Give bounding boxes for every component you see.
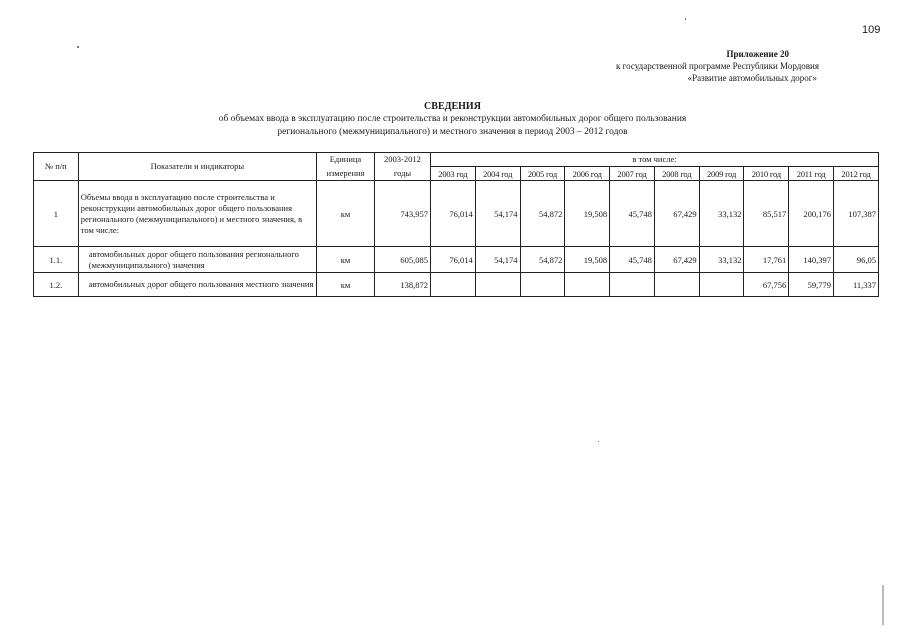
- row-value: 19,508: [565, 247, 610, 273]
- table-row: [34, 273, 879, 297]
- row-value: 45,748: [610, 181, 655, 247]
- header-year: 2008 год: [654, 167, 699, 181]
- header-year: 2010 год: [744, 167, 789, 181]
- row-value: 33,132: [699, 247, 744, 273]
- row-name: Объемы ввода в эксплуатацию после строительства и реконструкции автомобильных дорог общего пользования регионального (межмуниципального) и местного значения, в том числе:: [78, 181, 316, 247]
- row-value: 54,872: [520, 181, 565, 247]
- header-year: 2006 год: [565, 167, 610, 181]
- row-value: [520, 273, 565, 297]
- row-value: [430, 273, 475, 297]
- header-year: 2011 год: [789, 167, 834, 181]
- row-unit: км: [316, 181, 374, 247]
- row-unit: км: [316, 247, 374, 273]
- row-name: автомобильных дорог общего пользования местного значения: [78, 273, 316, 297]
- row-unit: км: [316, 273, 374, 297]
- row-total: 743,957: [374, 181, 430, 247]
- header-unit-top: Единица: [316, 153, 374, 167]
- scan-speck: [598, 441, 599, 442]
- document-subtitle-2: регионального (межмуниципального) и местного значения в период 2003 – 2012 годов: [277, 127, 628, 137]
- scan-speck: [882, 585, 884, 625]
- appendix-program-name: «Развитие автомобильных дорог»: [687, 73, 817, 83]
- row-value: 67,429: [654, 247, 699, 273]
- scan-speck: [685, 18, 686, 20]
- document-subtitle-1: об объемах ввода в эксплуатацию после строительства и реконструкции автомобильных дорог общего пользования: [218, 114, 687, 124]
- row-value: 11,337: [834, 273, 879, 297]
- row-value: 19,508: [565, 181, 610, 247]
- row-value: 76,014: [430, 247, 475, 273]
- row-value: 54,872: [520, 247, 565, 273]
- row-value: 54,174: [475, 181, 520, 247]
- header-including: в том числе:: [430, 153, 878, 167]
- row-value: 96,05: [834, 247, 879, 273]
- row-value: 67,756: [744, 273, 789, 297]
- row-num: 1.2.: [34, 273, 79, 297]
- row-value: [565, 273, 610, 297]
- row-value: 33,132: [699, 181, 744, 247]
- row-value: [699, 273, 744, 297]
- row-total: 605,085: [374, 247, 430, 273]
- row-num: 1: [34, 181, 79, 247]
- row-total: 138,872: [374, 273, 430, 297]
- header-year: 2005 год: [520, 167, 565, 181]
- row-num: 1.1.: [34, 247, 79, 273]
- row-value: 17,761: [744, 247, 789, 273]
- appendix-title: Приложение 20: [726, 49, 789, 59]
- row-value: [654, 273, 699, 297]
- table-row: [34, 247, 879, 273]
- row-value: [610, 273, 655, 297]
- header-num: № п/п: [34, 153, 79, 181]
- scan-speck: [77, 46, 79, 48]
- appendix-program: к государственной программе Республики Мордовия: [616, 61, 819, 71]
- table-row: [34, 181, 879, 247]
- row-value: 76,014: [430, 181, 475, 247]
- row-value: 67,429: [654, 181, 699, 247]
- header-year: 2003 год: [430, 167, 475, 181]
- header-period-bottom: годы: [374, 167, 430, 181]
- document-heading: [0, 100, 905, 139]
- page-number: 109: [862, 24, 881, 36]
- header-year: 2004 год: [475, 167, 520, 181]
- row-value: 59,779: [789, 273, 834, 297]
- document-title: СВЕДЕНИЯ: [424, 101, 481, 112]
- header-unit-bottom: измерения: [316, 167, 374, 181]
- data-table: [33, 152, 879, 297]
- header-year: 2007 год: [610, 167, 655, 181]
- row-value: 85,517: [744, 181, 789, 247]
- row-value: 107,387: [834, 181, 879, 247]
- header-year: 2009 год: [699, 167, 744, 181]
- appendix-block: [616, 48, 819, 84]
- row-name: автомобильных дорог общего пользования регионального (межмуниципального) значения: [78, 247, 316, 273]
- row-value: 200,176: [789, 181, 834, 247]
- header-year: 2012 год: [834, 167, 879, 181]
- row-value: 45,748: [610, 247, 655, 273]
- header-indicator: Показатели и индикаторы: [78, 153, 316, 181]
- row-value: 140,397: [789, 247, 834, 273]
- header-period-top: 2003-2012: [374, 153, 430, 167]
- row-value: 54,174: [475, 247, 520, 273]
- row-value: [475, 273, 520, 297]
